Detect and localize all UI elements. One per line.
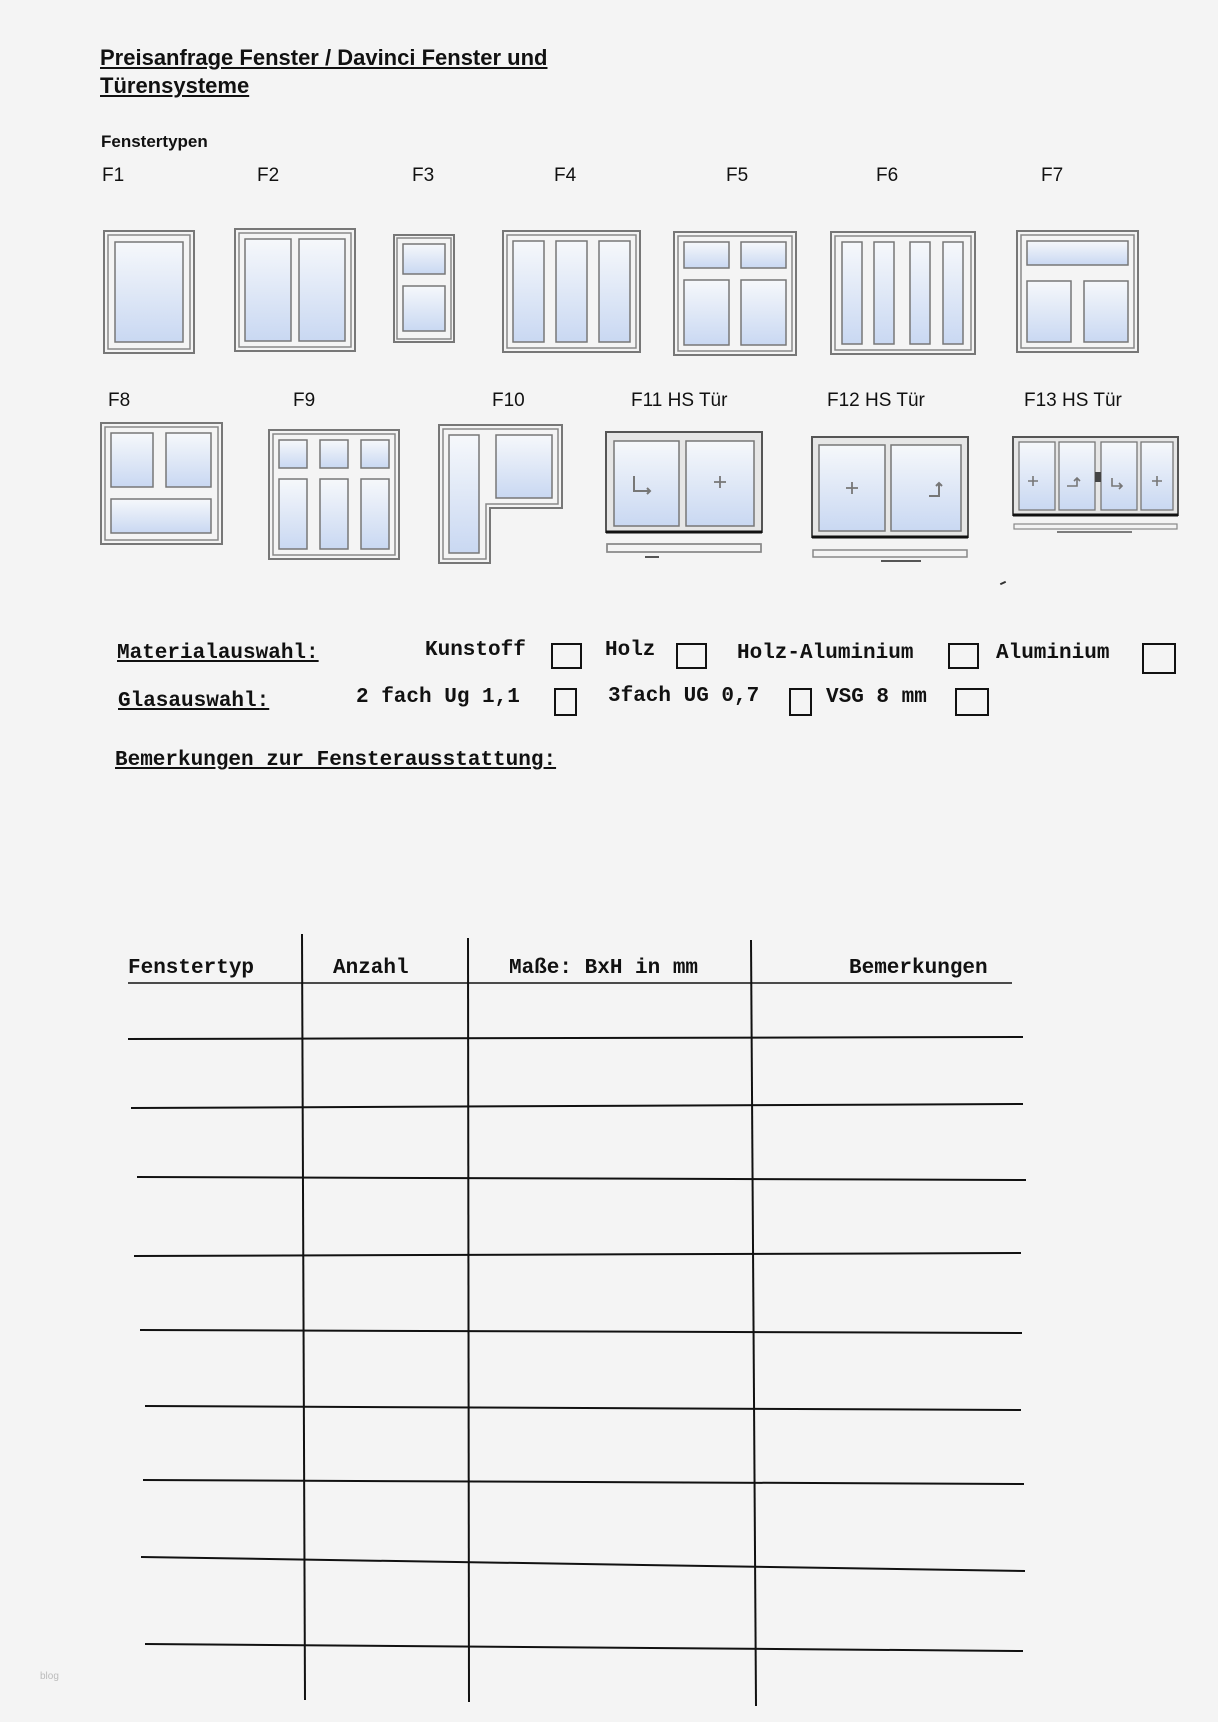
label-f6: F6: [876, 165, 899, 186]
material-option-holz: Holz: [605, 639, 656, 662]
glass-option-2fach: 2 fach Ug 1,1: [356, 686, 520, 709]
title-line-2: Türensysteme: [100, 73, 250, 98]
material-option-kunstoff: Kunstoff: [425, 639, 526, 662]
table-row-line: [145, 1644, 1023, 1651]
watermark: blog: [40, 1671, 59, 1682]
table-row-line: [143, 1480, 1024, 1484]
material-option-holz-aluminium: Holz-Aluminium: [737, 642, 914, 665]
label-f7: F7: [1041, 165, 1064, 186]
label-f5: F5: [726, 165, 749, 186]
glass-label: Glasauswahl:: [118, 690, 270, 713]
label-f11: F11 HS Tür: [631, 390, 728, 411]
glass-option-vsg: VSG 8 mm: [826, 686, 927, 709]
label-f10: F10: [492, 390, 525, 411]
table-row-line: [128, 1037, 1023, 1039]
table-row-line: [137, 1177, 1026, 1180]
section-fenstertypen: Fenstertypen: [101, 132, 208, 151]
table-row-line: [141, 1557, 1025, 1571]
table-header-masse: Maße: BxH in mm: [509, 957, 699, 980]
label-f8: F8: [108, 390, 131, 411]
table-row-line: [134, 1253, 1021, 1256]
material-option-aluminium: Aluminium: [996, 642, 1110, 665]
table-header-anzahl: Anzahl: [333, 957, 409, 980]
label-f2: F2: [257, 165, 280, 186]
remarks-heading: Bemerkungen zur Fensterausstattung:: [115, 749, 557, 772]
table-header-fenstertyp: Fenstertyp: [128, 957, 255, 980]
label-f9: F9: [293, 390, 316, 411]
table-row-line: [131, 1104, 1023, 1108]
table-header-bemerkungen: Bemerkungen: [849, 957, 988, 980]
label-f12: F12 HS Tür: [827, 390, 925, 411]
label-f3: F3: [412, 165, 435, 186]
table-col-line: [468, 938, 469, 1702]
table-row-line: [140, 1330, 1022, 1333]
table-col-line: [302, 934, 305, 1700]
table-row-line: [145, 1406, 1021, 1410]
glass-option-3fach: 3fach UG 0,7: [608, 685, 760, 708]
table-col-line: [751, 940, 756, 1706]
material-label: Materialauswahl:: [117, 642, 319, 665]
label-f4: F4: [554, 165, 577, 186]
label-f13: F13 HS Tür: [1024, 390, 1122, 411]
title-line-1: Preisanfrage Fenster / Davinci Fenster und: [100, 45, 548, 70]
label-f1: F1: [102, 165, 125, 186]
